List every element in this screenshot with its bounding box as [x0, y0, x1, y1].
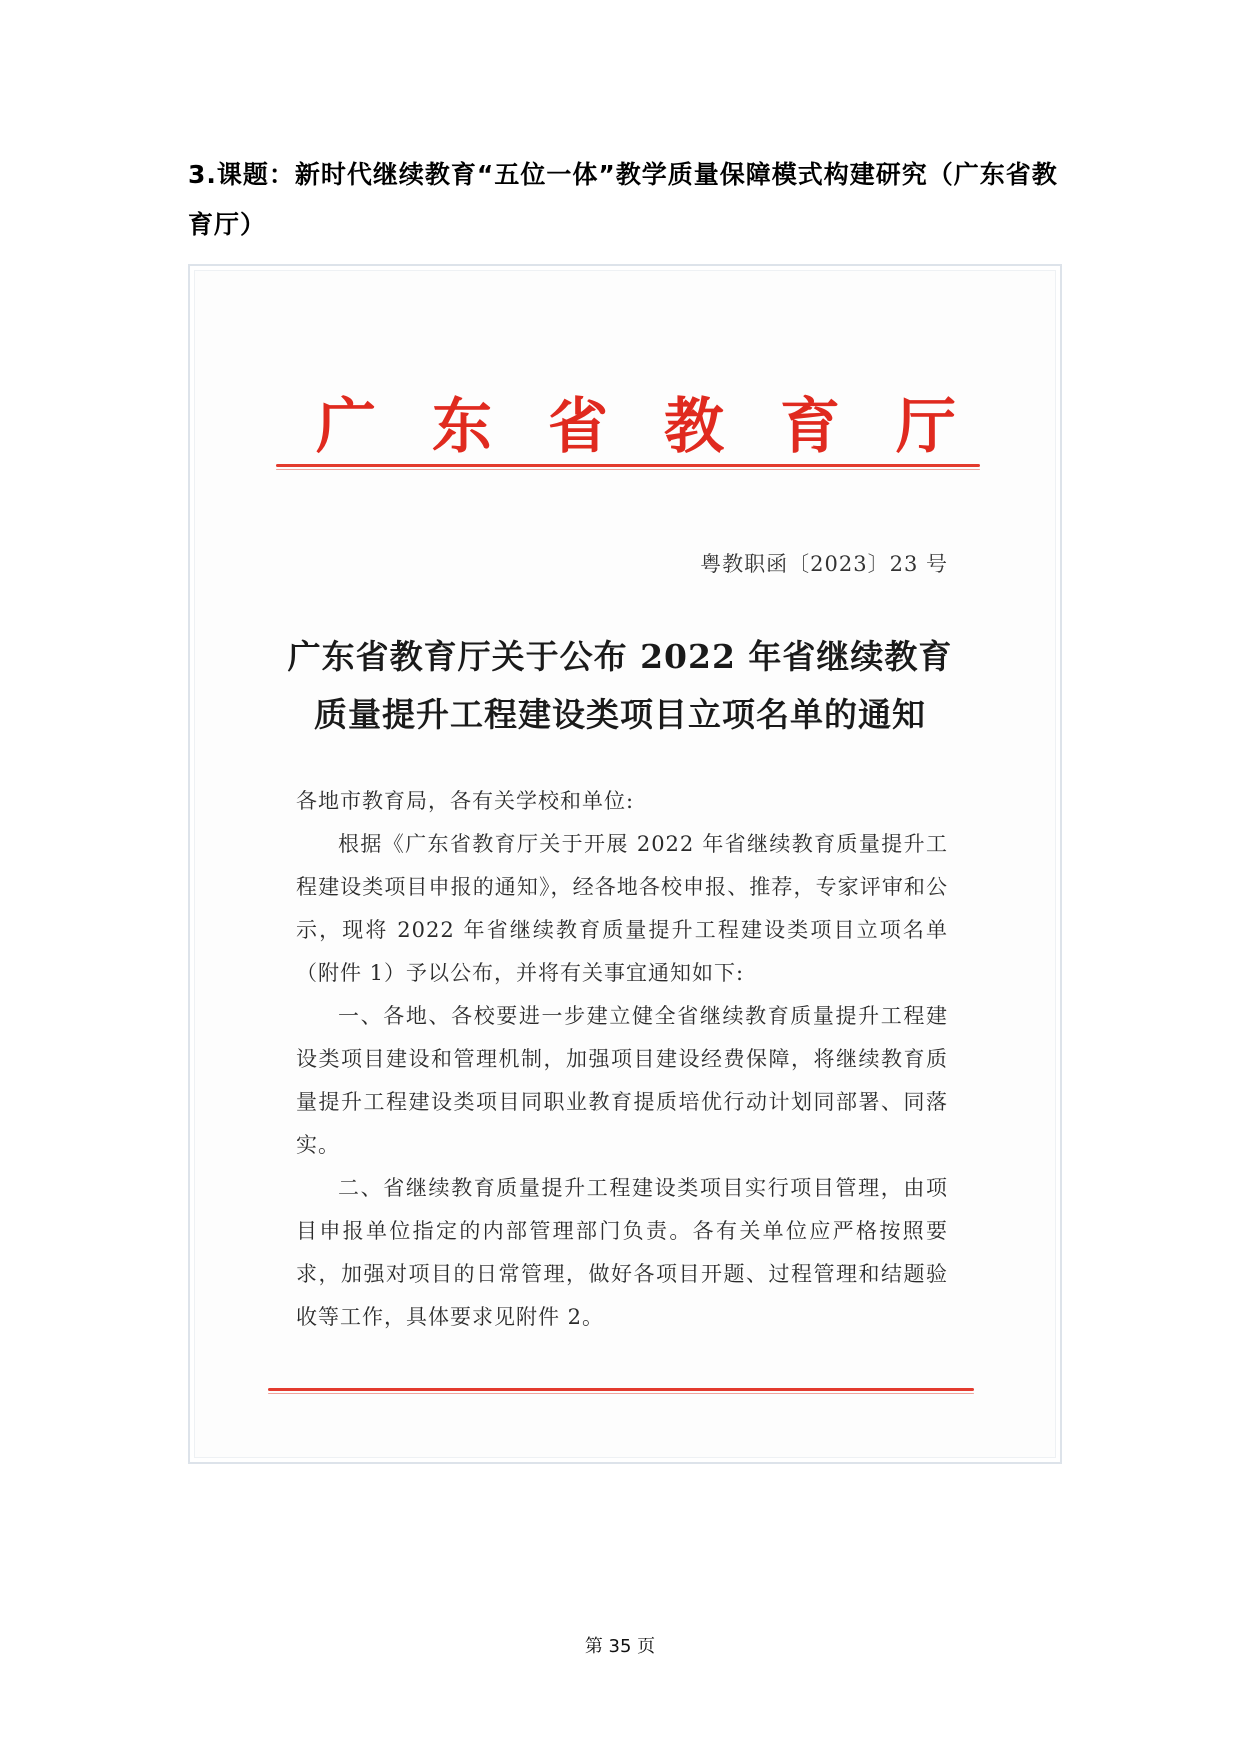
masthead-title — [316, 382, 956, 462]
document-number: 粤教职函〔2023〕23 号 — [700, 552, 948, 576]
document-title-line: 质量提升工程建设类项目立项名单的通知 — [314, 695, 926, 734]
document-title — [260, 628, 980, 744]
document-title-line: 广东省教育厅关于公布 2022 年省继续教育 — [287, 637, 953, 676]
masthead-char: 教 — [664, 392, 724, 462]
masthead-char: 育 — [780, 392, 840, 462]
masthead-char: 广 — [316, 392, 376, 462]
body-paragraph: 一、各地、各校要进一步建立健全省继续教育质量提升工程建设类项目建设和管理机制，加强项目建设经费保障，将继续教育质量提升工程建设类项目同职业教育提质培优行动计划同部署、同落实。 — [296, 1004, 948, 1157]
bottom-red-rule-shadow — [268, 1393, 974, 1394]
page-number: 第 35 页 — [584, 1636, 656, 1657]
body-paragraph: 根据《广东省教育厅关于开展 2022 年省继续教育质量提升工程建设类项目申报的通知》，经各地各校申报、推荐，专家评审和公示，现将 2022 年省继续教育质量提升工程建设类项目立项名单（附件 1）予以公布，并将有关事宜通知如下: — [296, 832, 948, 985]
body-paragraph: 二、省继续教育质量提升工程建设类项目实行项目管理，由项目申报单位指定的内部管理部门负责。各有关单位应严格按照要求，加强对项目的日常管理，做好各项目开题、过程管理和结题验收等工作，具体要求见附件 2。 — [296, 1176, 948, 1329]
masthead-char: 省 — [548, 392, 608, 462]
masthead-red-rule — [276, 464, 980, 467]
masthead-char: 厅 — [896, 392, 956, 462]
masthead-red-rule-shadow — [276, 469, 980, 470]
section-heading: 3.课题：新时代继续教育“五位一体”教学质量保障模式构建研究（广东省教育厅） — [188, 160, 1058, 239]
document-body — [296, 780, 948, 1339]
masthead-char: 东 — [432, 392, 492, 462]
bottom-red-rule — [268, 1388, 974, 1391]
salutation: 各地市教育局，各有关学校和单位: — [296, 789, 635, 813]
